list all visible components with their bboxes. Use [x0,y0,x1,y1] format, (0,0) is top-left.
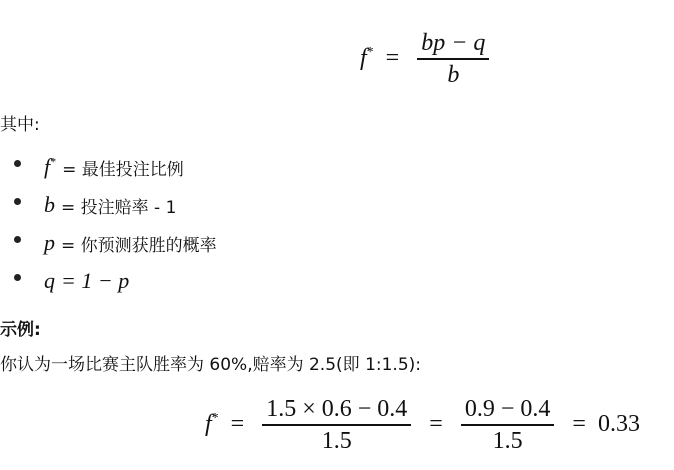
formula-equals: = [385,45,400,72]
kelly-formula [360,30,495,88]
fraction-denominator: b [447,61,460,88]
fraction-numerator: bp − q [421,30,486,56]
definition-variable: q [44,268,55,293]
formula-lhs: f* [205,411,219,438]
fraction-denominator: 1.5 [492,427,523,454]
formula-fraction [262,396,411,454]
formula-equals: = [572,411,586,438]
bullet-icon [14,236,21,243]
formula-equals: = [230,411,245,438]
definition-item [0,262,217,300]
definition-text: = 投注赔率 - 1 [61,197,177,218]
formula-result: 0.33 [597,411,640,438]
formula-lhs: f* [360,45,374,72]
where-label: 其中: [0,115,40,135]
example-description: 你认为一场比赛主队胜率为 60%,赔率为 2.5(即 1:1.5): [0,355,422,375]
example-heading: 示例: [0,320,41,340]
fraction-numerator: 1.5 × 0.6 − 0.4 [266,396,408,422]
fraction-denominator: 1.5 [321,427,352,454]
bullet-icon [14,160,21,167]
definition-variable: f* [44,154,57,179]
definition-item [0,186,217,224]
definitions-list [0,148,217,300]
definition-text: = 1 − p [61,268,130,293]
bullet-icon [14,274,21,281]
fraction-numerator: 0.9 − 0.4 [464,396,551,422]
example-formula [205,396,640,454]
definition-text: = 最佳投注比例 [62,159,184,180]
formula-fraction [461,396,555,454]
definition-text: = 你预测获胜的概率 [61,235,217,256]
definition-item [0,224,217,262]
formula-fraction [417,30,489,88]
definition-item [0,148,217,186]
bullet-icon [14,198,21,205]
formula-equals: = [429,411,443,438]
definition-variable: b [44,192,55,217]
definition-variable: p [44,230,55,255]
